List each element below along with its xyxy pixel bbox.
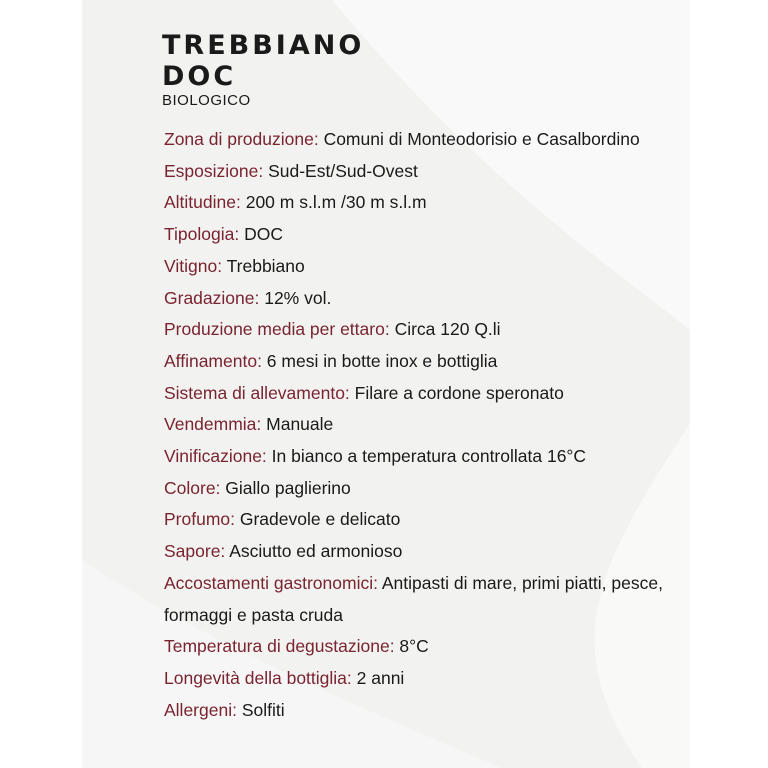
spec-value: Filare a cordone speronato xyxy=(349,382,564,403)
spec-value: 12% vol. xyxy=(259,287,332,308)
spec-value: Comuni di Monteodorisio e Casalbordino xyxy=(318,129,640,149)
spec-label: Altitudine: xyxy=(164,192,241,213)
wine-title-line2: DOC xyxy=(162,61,237,92)
spec-row xyxy=(164,156,684,188)
spec-label: Tipologia: xyxy=(164,224,240,245)
spec-label: Sistema di allevamento: xyxy=(164,382,350,403)
spec-row xyxy=(164,409,684,441)
spec-row xyxy=(164,441,684,473)
spec-label: Gradazione: xyxy=(164,287,260,308)
spec-value: Solfiti xyxy=(236,699,285,720)
spec-value: Sud-Est/Sud-Ovest xyxy=(263,160,418,181)
spec-value: Trebbiano xyxy=(222,255,305,276)
spec-row xyxy=(164,187,684,219)
spec-list xyxy=(164,124,684,726)
spec-value: 200 m s.l.m /30 m s.l.m xyxy=(240,192,427,213)
spec-row xyxy=(164,346,684,378)
spec-label: Zona di produzione: xyxy=(164,129,319,149)
wine-subtitle: BIOLOGICO xyxy=(162,92,251,109)
spec-value: 8°C xyxy=(394,636,429,657)
spec-row xyxy=(164,536,684,568)
spec-label: Colore: xyxy=(164,477,221,498)
spec-label: Sapore: xyxy=(164,541,226,562)
spec-value: Circa 120 Q.li xyxy=(389,319,501,340)
spec-label: Vinificazione: xyxy=(164,446,267,467)
wine-title-line1: TREBBIANO xyxy=(162,30,365,61)
spec-row xyxy=(164,251,684,283)
spec-value: Manuale xyxy=(261,414,334,435)
spec-row xyxy=(164,631,684,663)
spec-row xyxy=(164,504,684,536)
spec-label: Temperatura di degustazione: xyxy=(164,636,395,657)
spec-value: In bianco a temperatura controllata 16°C xyxy=(266,446,587,467)
spec-label: Vendemmia: xyxy=(164,414,262,435)
spec-row xyxy=(164,568,684,631)
spec-row xyxy=(164,219,684,251)
spec-label: Affinamento: xyxy=(164,350,262,371)
spec-value: 2 anni xyxy=(351,667,405,688)
spec-row xyxy=(164,283,684,315)
spec-value: Antipasti di mare, primi piatti, pesce, formaggi e pasta cruda xyxy=(164,572,663,625)
spec-row xyxy=(164,378,684,410)
spec-value: Gradevole e delicato xyxy=(235,509,401,530)
spec-label: Allergeni: xyxy=(164,699,237,720)
spec-value: DOC xyxy=(239,224,283,245)
spec-row xyxy=(164,663,684,695)
spec-value: Asciutto ed armonioso xyxy=(225,541,403,562)
wine-title xyxy=(162,30,364,92)
spec-label: Produzione media per ettaro: xyxy=(164,319,390,340)
spec-label: Longevità della bottiglia: xyxy=(164,667,352,688)
spec-value: 6 mesi in botte inox e bottiglia xyxy=(261,350,498,371)
spec-label: Profumo: xyxy=(164,509,235,530)
spec-row xyxy=(164,314,684,346)
spec-value: Giallo paglierino xyxy=(220,477,351,498)
spec-label: Esposizione: xyxy=(164,160,264,181)
spec-row xyxy=(164,695,684,727)
spec-label: Accostamenti gastronomici: xyxy=(164,572,378,593)
wine-sheet xyxy=(82,0,690,768)
spec-label: Vitigno: xyxy=(164,255,223,276)
spec-row xyxy=(164,473,684,505)
spec-row xyxy=(164,124,684,156)
